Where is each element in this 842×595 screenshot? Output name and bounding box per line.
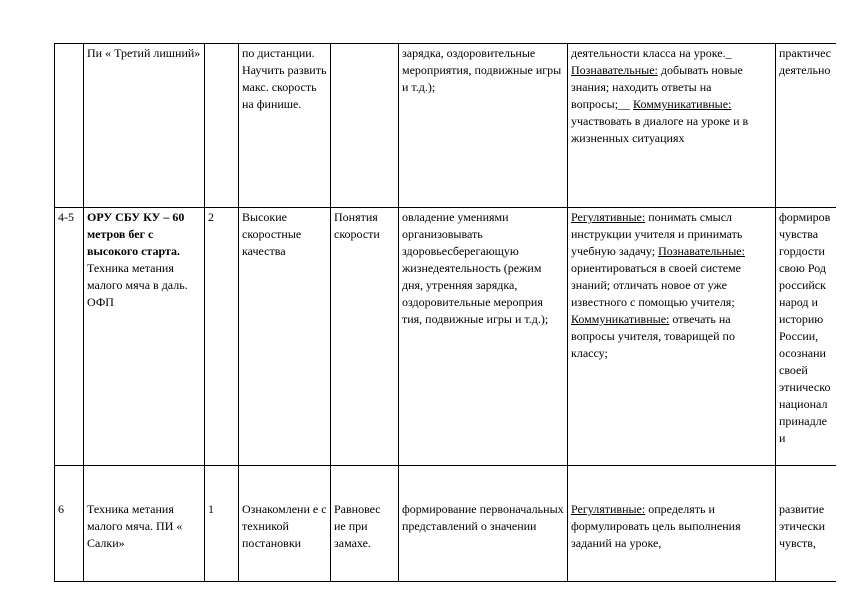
lesson-topic-cell [84, 208, 205, 466]
concepts-cell: Понятия скорости [331, 208, 399, 466]
concepts-cell [331, 44, 399, 208]
personal-results-cell: практичес деятельно [776, 44, 836, 208]
uud-text: добывать новые знания; находить ответы на вопросы;__ [571, 63, 743, 111]
hours-cell: 2 [205, 208, 239, 466]
lesson-topic-text: Техника метания малого мяча в даль. ОФП [87, 261, 188, 309]
uud-label-communicative: Коммуникативные: [571, 312, 670, 326]
uud-text: понимать смысл инструкции учителя и принимать учебную задачу; [571, 210, 743, 258]
uud-label-regulative: Регулятивные: [571, 502, 646, 516]
health-results-cell: формирование первоначальных представлений о значении [399, 466, 568, 582]
lesson-topic-cell: Техника метания малого мяча. ПИ « Салки» [84, 466, 205, 582]
lesson-number-cell [55, 44, 84, 208]
concepts-cell: Равновес ие при замахе. [331, 466, 399, 582]
hours-cell [205, 44, 239, 208]
lesson-type-cell: Ознакомлени е с техникой постановки [239, 466, 331, 582]
hours-cell: 1 [205, 466, 239, 582]
uud-text: ориентироваться в своей системе знаний; отличать новое от уже известного с помощью учителя; [571, 261, 741, 309]
health-results-cell: овладение умениями организовывать здоровьесберегающую жизнедеятельность (режим дня, утренняя зарядка, оздоровительные мероприя тия, подвижные игры и т.д.); [399, 208, 568, 466]
personal-results-cell: развитие этически чувств, [776, 466, 836, 582]
lesson-number-cell: 4-5 [55, 208, 84, 466]
uud-label-regulative: Регулятивные: [571, 210, 646, 224]
uud-cell [568, 44, 776, 208]
personal-results-cell: формиров чувства гордости свою Род российск народ и историю России, осознани своей этническо национал принадле и [776, 208, 836, 466]
uud-label-cognitive: Познавательные: [571, 63, 658, 77]
lesson-type-cell: по дистанции. Научить развить макс. скорость на финише. [239, 44, 331, 208]
lesson-topic-cell: Пи « Третий лишний» [84, 44, 205, 208]
lesson-topic-bold: ОРУ СБУ КУ – 60 метров бег с высокого старта. [87, 210, 185, 258]
uud-label-cognitive: Познавательные: [658, 244, 745, 258]
uud-text: определять и формулировать цель выполнения заданий на уроке, [571, 502, 741, 550]
lesson-type-cell: Высокие скоростные качества [239, 208, 331, 466]
uud-text: участвовать в диалоге на уроке и в жизненных ситуациях [571, 114, 749, 145]
uud-cell [568, 208, 776, 466]
health-results-cell: зарядка, оздоровительные мероприятия, подвижные игры и т.д.); [399, 44, 568, 208]
uud-cell [568, 466, 776, 582]
table-row [55, 208, 836, 466]
uud-label-communicative: Коммуникативные: [633, 97, 732, 111]
uud-text: деятельности класса на уроке._ [571, 46, 732, 60]
lesson-plan-table [54, 43, 836, 582]
table-row [55, 44, 836, 208]
lesson-number-cell: 6 [55, 466, 84, 582]
table-row [55, 466, 836, 582]
uud-text: отвечать на вопросы учителя, товарищей по классу; [571, 312, 735, 360]
